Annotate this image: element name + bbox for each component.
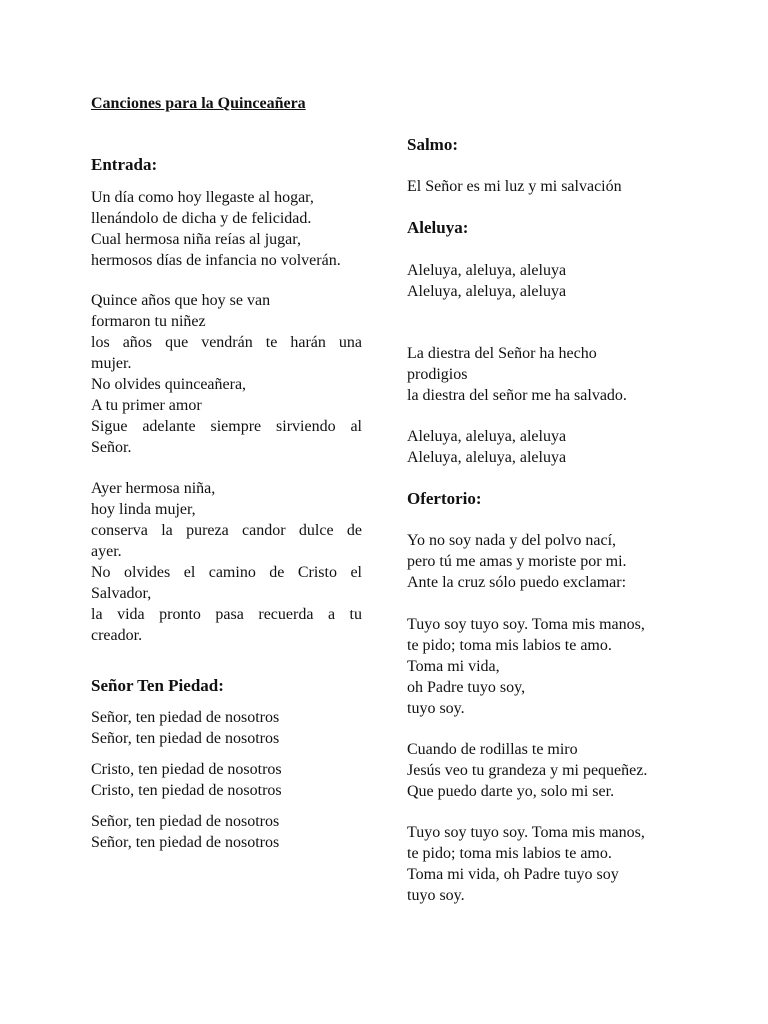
lyric-line: Quince años que hoy se van	[91, 292, 271, 309]
lyric-line: Señor, ten piedad de nosotros	[91, 813, 280, 830]
lyric-line: los años que vendrán te harán una	[91, 334, 362, 351]
ofertorio-stanza-2	[407, 614, 645, 719]
lyric-line: Señor, ten piedad de nosotros	[91, 730, 280, 747]
lyric-line: hermosos días de infancia no volverán.	[91, 252, 341, 269]
lyric-line: A tu primer amor	[91, 397, 202, 414]
entrada-stanza-3	[91, 478, 362, 646]
lyric-line: Cristo, ten piedad de nosotros	[91, 782, 282, 799]
entrada-heading: Entrada:	[91, 155, 158, 174]
lyric-line: Cristo, ten piedad de nosotros	[91, 761, 282, 778]
aleluya-block-1	[407, 260, 566, 302]
lyric-line: Cuando de rodillas te miro	[407, 741, 578, 758]
lyric-line: hoy linda mujer,	[91, 501, 196, 518]
lyric-line: Aleluya, aleluya, aleluya	[407, 449, 567, 466]
lyric-line: El Señor es mi luz y mi salvación	[407, 178, 622, 195]
ofertorio-stanza-1	[407, 530, 627, 593]
lyric-line: la diestra del señor me ha salvado.	[407, 387, 627, 404]
lyric-line: Aleluya, aleluya, aleluya	[407, 262, 567, 279]
lyric-line: Señor, ten piedad de nosotros	[91, 709, 280, 726]
lyric-line: conserva la pureza candor dulce de	[91, 522, 362, 539]
lyric-line: formaron tu niñez	[91, 313, 206, 330]
lyric-line: prodigios	[407, 366, 468, 383]
lyric-line: pero tú me amas y moriste por mi.	[407, 553, 627, 570]
lyric-line: Tuyo soy tuyo soy. Toma mis manos,	[407, 616, 645, 633]
lyric-line: Toma mi vida,	[407, 658, 500, 675]
lyric-line: No olvides quinceañera,	[91, 376, 247, 393]
lyric-line: Tuyo soy tuyo soy. Toma mis manos,	[407, 824, 645, 841]
lyric-line: Jesús veo tu grandeza y mi pequeñez.	[407, 762, 648, 779]
lyric-line: Toma mi vida, oh Padre tuyo soy	[407, 866, 619, 883]
lyric-line: Aleluya, aleluya, aleluya	[407, 283, 567, 300]
lyric-line: Ante la cruz sólo puedo exclamar:	[407, 574, 627, 591]
piedad-heading: Señor Ten Piedad:	[91, 676, 224, 695]
lyric-line: tuyo soy.	[407, 887, 465, 904]
piedad-pair-2	[91, 759, 282, 801]
ofertorio-heading: Ofertorio:	[407, 489, 482, 508]
entrada-stanza-2	[91, 290, 362, 458]
entrada-stanza-1	[91, 187, 341, 271]
lyric-line: Señor, ten piedad de nosotros	[91, 834, 280, 851]
lyric-line: Salvador,	[91, 585, 152, 602]
document-title: Canciones para la Quinceañera	[91, 95, 306, 112]
lyric-line: tuyo soy.	[407, 700, 465, 717]
lyric-line: Sigue adelante siempre sirviendo al	[91, 418, 362, 435]
lyric-line: te pido; toma mis labios te amo.	[407, 637, 612, 654]
lyric-line: ayer.	[91, 543, 122, 560]
lyric-line: Ayer hermosa niña,	[91, 480, 216, 497]
ofertorio-stanza-4	[407, 822, 645, 906]
lyric-line: Cual hermosa niña reías al jugar,	[91, 231, 301, 248]
ofertorio-stanza-3	[407, 739, 647, 802]
piedad-pair-3	[91, 811, 279, 853]
lyric-line: la vida pronto pasa recuerda a tu	[91, 606, 362, 623]
lyric-line: te pido; toma mis labios te amo.	[407, 845, 612, 862]
lyric-line: La diestra del Señor ha hecho	[407, 345, 597, 362]
lyric-line: Yo no soy nada y del polvo nací,	[407, 532, 617, 549]
aleluya-verse	[407, 343, 627, 406]
lyric-line: llenándolo de dicha y de felicidad.	[91, 210, 312, 227]
lyric-line: No olvides el camino de Cristo el	[91, 564, 362, 581]
salmo-text	[407, 176, 622, 197]
lyric-line: Un día como hoy llegaste al hogar,	[91, 189, 314, 206]
lyric-line: mujer.	[91, 355, 132, 372]
lyric-line: creador.	[91, 627, 143, 644]
lyric-line: Señor.	[91, 439, 132, 456]
salmo-heading: Salmo:	[407, 135, 458, 154]
lyric-line: oh Padre tuyo soy,	[407, 679, 526, 696]
lyric-line: Aleluya, aleluya, aleluya	[407, 428, 567, 445]
lyric-line: Que puedo darte yo, solo mi ser.	[407, 783, 615, 800]
aleluya-heading: Aleluya:	[407, 218, 469, 237]
piedad-pair-1	[91, 707, 279, 749]
aleluya-block-2	[407, 426, 566, 468]
